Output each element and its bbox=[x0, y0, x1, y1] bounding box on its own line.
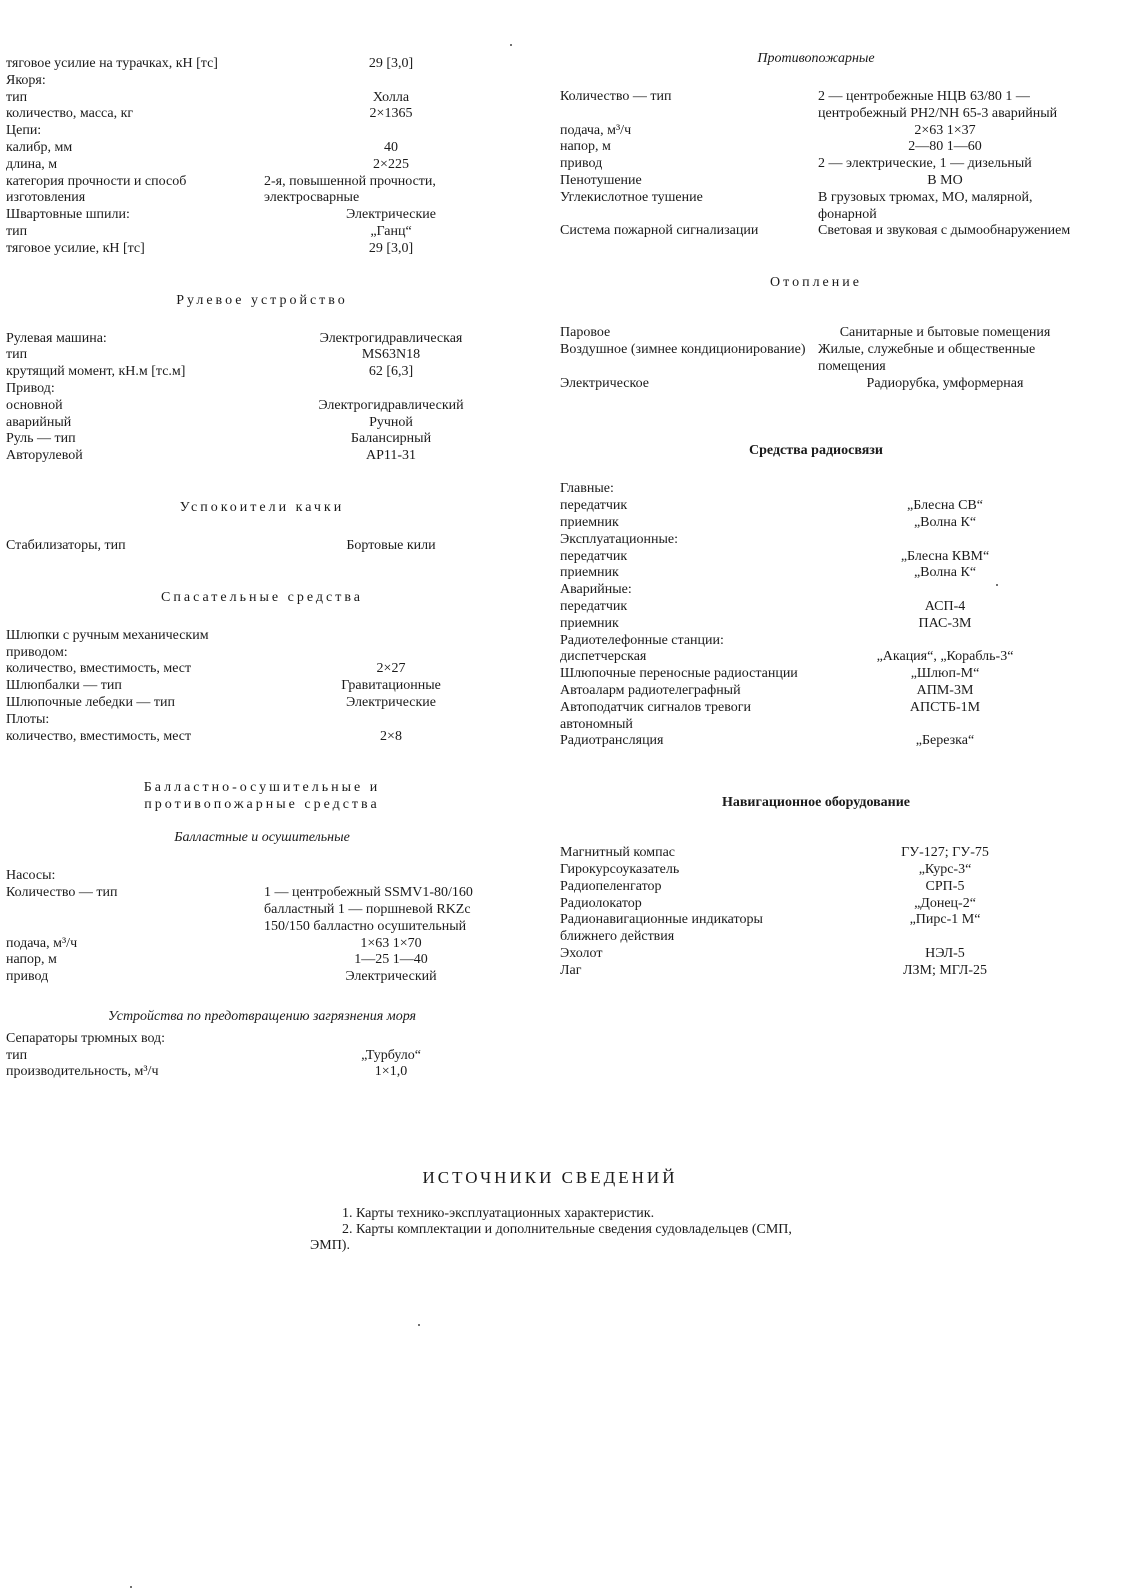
spec-label: Рулевая машина: bbox=[6, 330, 107, 346]
spec-label: Автоподатчик сигналов тревоги автономный bbox=[560, 699, 751, 732]
spec-value: Гравитационные bbox=[341, 678, 441, 694]
fire-section bbox=[560, 89, 1072, 240]
spec-label: тип bbox=[6, 347, 28, 363]
spec-value: „Шлюп-М“ bbox=[910, 666, 980, 682]
spec-label: длина, м bbox=[6, 156, 58, 172]
spec-label: напор, м bbox=[6, 952, 57, 968]
spec-row bbox=[6, 431, 518, 448]
spec-label: Автоаларм радиотелеграфный bbox=[560, 682, 741, 698]
spec-row bbox=[560, 156, 1072, 173]
heating-heading: Отопление bbox=[770, 275, 862, 291]
spec-label: Шлюпбалки — тип bbox=[6, 678, 122, 694]
spec-label: Радиотрансляция bbox=[560, 733, 664, 749]
spec-row bbox=[6, 157, 518, 174]
spec-value: 2-я, повышенной прочности, электросварные bbox=[264, 173, 436, 206]
spec-value: Холла bbox=[372, 89, 410, 105]
fire-heading: Противопожарные bbox=[757, 51, 875, 66]
spec-label: приемник bbox=[560, 615, 619, 631]
spec-label: напор, м bbox=[560, 139, 611, 155]
scan-speck bbox=[418, 1324, 420, 1326]
spec-label: Гирокурсоуказатель bbox=[560, 861, 680, 877]
spec-label: Воздушное (зимнее кондиционирование) bbox=[560, 341, 806, 357]
spec-value: MS63N18 bbox=[361, 347, 421, 363]
spec-value: „Блесна СВ“ bbox=[907, 498, 983, 514]
spec-value: 2×63 1×37 bbox=[914, 122, 976, 138]
spec-row bbox=[560, 599, 1072, 616]
spec-value: Бортовые кили bbox=[346, 537, 436, 553]
spec-value: „Донец-2“ bbox=[914, 895, 976, 911]
spec-row bbox=[560, 123, 1072, 140]
spec-value: Ручной bbox=[369, 414, 413, 430]
spec-row bbox=[6, 952, 518, 969]
spec-row bbox=[560, 565, 1072, 582]
spec-label: Привод: bbox=[6, 380, 55, 396]
spec-row bbox=[560, 683, 1072, 700]
navigation-heading: Навигационное оборудование bbox=[721, 795, 911, 811]
spec-row bbox=[560, 376, 1072, 393]
spec-value: Электрогидравлическая bbox=[319, 330, 463, 346]
spec-row bbox=[560, 862, 1072, 879]
spec-row bbox=[6, 415, 518, 432]
spec-value: Световая и звуковая с дымообнаружением bbox=[818, 223, 1071, 239]
spec-label: Аварийные: bbox=[560, 582, 632, 598]
spec-row bbox=[560, 223, 1072, 240]
spec-label: Шлюпочные лебедки — тип bbox=[6, 694, 176, 710]
spec-label: привод bbox=[560, 156, 603, 172]
spec-value: „Курс-3“ bbox=[918, 861, 972, 877]
spec-row bbox=[560, 912, 1072, 946]
spec-value: Радиорубка, умформерная bbox=[866, 375, 1024, 391]
spec-value: „Турбуло“ bbox=[361, 1047, 421, 1063]
spec-row bbox=[560, 190, 1072, 224]
spec-label: диспетчерская bbox=[560, 649, 647, 665]
spec-row bbox=[560, 633, 1072, 650]
spec-label: Сепараторы трюмных вод: bbox=[6, 1030, 166, 1046]
spec-label: Система пожарной сигнализации bbox=[560, 223, 759, 239]
spec-value: Электрические bbox=[346, 207, 436, 223]
spec-value: 2 — центробежные НЦВ 63/80 1 — центробежный PH2/NH 65-3 аварийный bbox=[818, 89, 1058, 121]
spec-label: Насосы: bbox=[6, 868, 56, 884]
spec-value: Санитарные и бытовые помещения bbox=[839, 325, 1051, 341]
spec-row bbox=[560, 532, 1072, 549]
spec-label: передатчик bbox=[560, 548, 628, 564]
spec-label: Пенотушение bbox=[560, 172, 642, 188]
spec-row bbox=[560, 896, 1072, 913]
spec-row bbox=[6, 868, 518, 885]
spec-label: тяговое усилие, кН [тс] bbox=[6, 240, 145, 256]
spec-value: 1×63 1×70 bbox=[360, 935, 422, 951]
spec-value: 1 — центробежный SSMV1-80/160 балластный 1 — поршневой RKZc 150/150 балластно осушительный bbox=[264, 885, 473, 934]
spec-value: „Волна К“ bbox=[913, 514, 977, 530]
spec-label: Руль — тип bbox=[6, 431, 76, 447]
spec-label: Электрическое bbox=[560, 375, 649, 391]
spec-label: аварийный bbox=[6, 414, 72, 430]
spec-label: приемник bbox=[560, 514, 619, 530]
spec-row bbox=[6, 73, 518, 90]
spec-label: приемник bbox=[560, 565, 619, 581]
spec-label: Магнитный компас bbox=[560, 845, 676, 861]
spec-row bbox=[6, 224, 518, 241]
spec-label: тяговое усилие на турачках, кН [тс] bbox=[6, 56, 218, 71]
spec-row bbox=[6, 448, 518, 465]
spec-label: передатчик bbox=[560, 498, 628, 514]
spec-label: количество, масса, кг bbox=[6, 106, 134, 122]
spec-row bbox=[6, 969, 518, 986]
spec-row bbox=[6, 1064, 518, 1081]
spec-label: привод bbox=[6, 969, 49, 985]
spec-value: 2—80 1—60 bbox=[908, 139, 982, 155]
spec-value: 1—25 1—40 bbox=[354, 952, 428, 968]
spec-value: В грузовых трюмах, МО, малярной, фонарной bbox=[818, 189, 1033, 222]
spec-row bbox=[560, 616, 1072, 633]
scan-speck bbox=[130, 1586, 132, 1588]
spec-row bbox=[560, 173, 1072, 190]
spec-row bbox=[560, 649, 1072, 666]
spec-row bbox=[560, 515, 1072, 532]
spec-value: Электрический bbox=[345, 969, 437, 985]
sources-title: ИСТОЧНИКИ СВЕДЕНИЙ bbox=[422, 1168, 678, 1187]
spec-label: подача, м³/ч bbox=[560, 122, 632, 138]
pollution-section bbox=[6, 1031, 518, 1081]
spec-row bbox=[560, 963, 1072, 980]
lifesaving-section bbox=[6, 628, 518, 746]
spec-row bbox=[560, 666, 1072, 683]
spec-label: Шлюпки с ручным механическим приводом: bbox=[6, 627, 209, 660]
spec-row bbox=[560, 733, 1072, 750]
spec-value: „Блесна КВМ“ bbox=[900, 548, 990, 564]
spec-row bbox=[560, 498, 1072, 515]
spec-label: производительность, м³/ч bbox=[6, 1064, 159, 1080]
spec-value: ПАС-3М bbox=[918, 615, 972, 631]
spec-value: 1×1,0 bbox=[374, 1064, 408, 1080]
spec-row bbox=[6, 140, 518, 157]
spec-row bbox=[6, 398, 518, 415]
spec-label: количество, вместимость, мест bbox=[6, 661, 192, 677]
spec-row bbox=[560, 325, 1072, 342]
spec-row bbox=[560, 89, 1072, 123]
spec-label: подача, м³/ч bbox=[6, 935, 78, 951]
spec-label: тип bbox=[6, 223, 28, 239]
spec-value: Электрические bbox=[346, 694, 436, 710]
spec-label: Стабилизаторы, тип bbox=[6, 537, 126, 553]
spec-label: Главные: bbox=[560, 481, 614, 497]
spec-label: Швартовные шпили: bbox=[6, 207, 130, 223]
spec-value: НЭЛ-5 bbox=[925, 945, 965, 961]
spec-value: 2×225 bbox=[373, 156, 409, 172]
spec-value: „Акация“, „Корабль-3“ bbox=[876, 649, 1014, 665]
spec-label: калибр, мм bbox=[6, 139, 73, 155]
mooring-section bbox=[6, 56, 518, 258]
spec-label: тип bbox=[6, 1047, 28, 1063]
spec-label: передатчик bbox=[560, 598, 628, 614]
spec-row bbox=[560, 879, 1072, 896]
spec-value: АСП-4 bbox=[924, 598, 966, 614]
spec-label: количество, вместимость, мест bbox=[6, 728, 192, 744]
spec-row bbox=[6, 1031, 518, 1048]
lifesaving-heading: Спасательные средства bbox=[161, 589, 363, 605]
steering-heading: Рулевое устройство bbox=[176, 292, 348, 308]
ballast-subheading: Балластные и осушительные bbox=[174, 830, 350, 846]
spec-row bbox=[6, 207, 518, 224]
spec-row bbox=[6, 1048, 518, 1065]
spec-row bbox=[560, 481, 1072, 498]
pollution-heading: Устройства по предотвращению загрязнения моря bbox=[107, 1008, 417, 1024]
spec-row bbox=[560, 549, 1072, 566]
spec-label: Плоты: bbox=[6, 711, 50, 727]
scan-speck bbox=[996, 584, 998, 586]
spec-value: 2×8 bbox=[380, 728, 402, 744]
scan-speck bbox=[510, 44, 512, 46]
spec-row bbox=[560, 845, 1072, 862]
spec-value: 29 [3,0] bbox=[368, 240, 414, 256]
spec-row bbox=[560, 342, 1072, 376]
radio-section bbox=[560, 481, 1072, 750]
spec-label: Эксплуатационные: bbox=[560, 531, 679, 547]
spec-row bbox=[6, 174, 518, 208]
spec-row bbox=[6, 90, 518, 107]
spec-label: Лаг bbox=[560, 962, 582, 978]
spec-label: Радиолокатор bbox=[560, 895, 642, 911]
spec-label: Авторулевой bbox=[6, 448, 83, 464]
source-item: 2. Карты комплектации и дополнительные сведения судовладельцев (СМП, ЭМП). bbox=[310, 1222, 792, 1253]
source-item: 1. Карты технико-эксплуатационных характеристик. bbox=[342, 1206, 655, 1221]
spec-value: СРП-5 bbox=[925, 878, 965, 894]
spec-row bbox=[6, 661, 518, 678]
spec-value: „Пирс-1 М“ bbox=[909, 912, 981, 928]
heating-section bbox=[560, 325, 1072, 392]
spec-label: Радиотелефонные станции: bbox=[560, 632, 724, 648]
steering-section bbox=[6, 331, 518, 465]
ballast-heading-line2: противопожарные средства bbox=[144, 797, 380, 813]
spec-label: Количество — тип bbox=[6, 885, 118, 901]
spec-row bbox=[6, 628, 518, 662]
spec-row bbox=[6, 381, 518, 398]
spec-row bbox=[6, 712, 518, 729]
spec-row bbox=[6, 936, 518, 953]
spec-label: Шлюпочные переносные радиостанции bbox=[560, 666, 798, 682]
radio-heading: Средства радиосвязи bbox=[749, 443, 883, 459]
spec-label: категория прочности и способ изготовления bbox=[6, 173, 187, 206]
spec-label: Якоря: bbox=[6, 72, 46, 88]
spec-row bbox=[560, 139, 1072, 156]
spec-value: „Ганц“ bbox=[370, 223, 412, 239]
spec-row bbox=[6, 106, 518, 123]
spec-value: 29 [3,0] bbox=[368, 56, 414, 71]
spec-row bbox=[6, 123, 518, 140]
spec-row bbox=[6, 347, 518, 364]
spec-value: Электрогидравлический bbox=[318, 397, 464, 413]
spec-value: „Волна К“ bbox=[913, 565, 977, 581]
spec-row bbox=[6, 364, 518, 381]
spec-row bbox=[6, 695, 518, 712]
spec-value: АПМ-3М bbox=[916, 682, 974, 698]
ballast-section bbox=[6, 868, 518, 986]
spec-row bbox=[560, 946, 1072, 963]
spec-label: крутящий момент, кН.м [тс.м] bbox=[6, 364, 186, 380]
spec-label: основной bbox=[6, 397, 63, 413]
spec-value: 2×27 bbox=[376, 661, 406, 677]
spec-row bbox=[6, 56, 518, 73]
spec-row bbox=[6, 885, 518, 935]
spec-row bbox=[560, 700, 1072, 734]
spec-value: АПСТБ-1М bbox=[909, 699, 981, 715]
spec-value: ЛЗМ; МГЛ-25 bbox=[903, 962, 987, 978]
spec-value: Жилые, служебные и общественные помещения bbox=[818, 341, 1036, 374]
right-column bbox=[560, 50, 1072, 979]
sources-section bbox=[310, 1168, 810, 1254]
spec-label: тип bbox=[6, 89, 28, 105]
navigation-section bbox=[560, 845, 1072, 979]
spec-label: Количество — тип bbox=[560, 89, 672, 104]
spec-label: Паровое bbox=[560, 325, 611, 341]
spec-value: 40 bbox=[384, 139, 398, 155]
ballast-heading-line1: Балластно-осушительные и bbox=[143, 780, 381, 796]
spec-value: „Березка“ bbox=[915, 733, 975, 749]
spec-row bbox=[6, 241, 518, 258]
spec-label: Углекислотное тушение bbox=[560, 189, 703, 205]
spec-row bbox=[6, 678, 518, 695]
stabilizers-heading: Успокоители качки bbox=[179, 499, 345, 515]
spec-row bbox=[6, 538, 518, 555]
spec-value: 2 — электрические, 1 — дизельный bbox=[818, 156, 1032, 172]
spec-label: Радионавигационные индикаторы ближнего действия bbox=[560, 912, 763, 945]
spec-value: АР11-31 bbox=[365, 448, 417, 464]
spec-value: Балансирный bbox=[350, 431, 432, 447]
spec-row bbox=[6, 331, 518, 348]
spec-value: 2×1365 bbox=[369, 106, 413, 122]
stabilizers-section bbox=[6, 538, 518, 555]
spec-value: 62 [6,3] bbox=[368, 364, 414, 380]
left-column bbox=[6, 56, 518, 1081]
spec-label: Эхолот bbox=[560, 945, 603, 961]
spec-value: ГУ-127; ГУ-75 bbox=[901, 845, 989, 861]
spec-row bbox=[6, 729, 518, 746]
spec-label: Радиопеленгатор bbox=[560, 878, 662, 894]
spec-label: Цепи: bbox=[6, 123, 42, 139]
spec-value: В МО bbox=[927, 172, 963, 188]
